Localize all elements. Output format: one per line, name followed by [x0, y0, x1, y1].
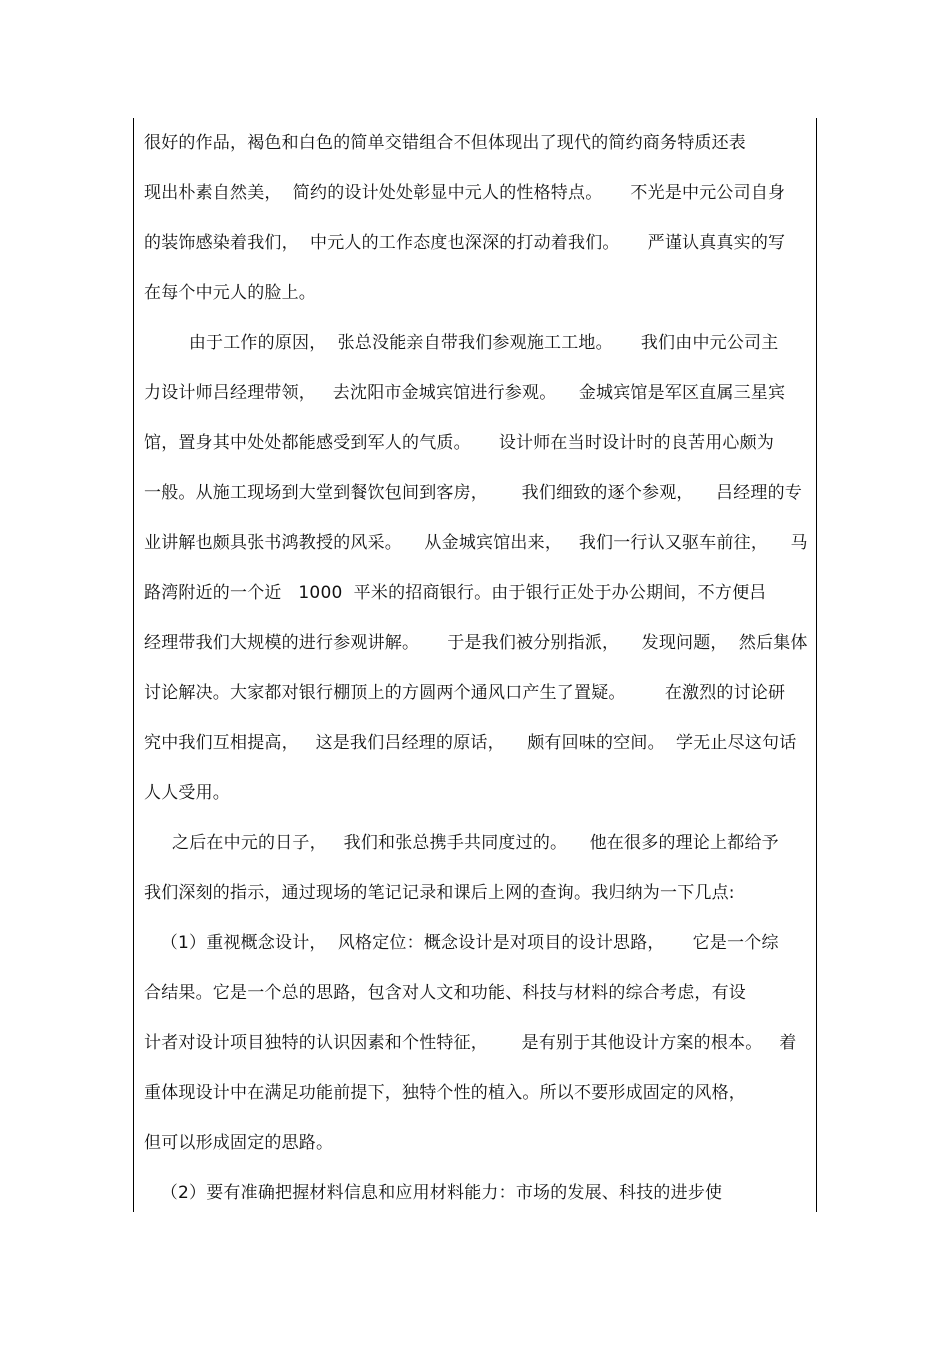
- text-line: 经理带我们大规模的进行参观讲解。 于是我们被分别指派， 发现问题， 然后集体: [144, 633, 808, 653]
- text-line: 很好的作品，褐色和白色的简单交错组合不但体现出了现代的简约商务特质还表: [144, 133, 746, 153]
- text-line: 路湾附近的一个近 1000 平米的招商银行。由于银行正处于办公期间，不方便吕: [144, 583, 767, 603]
- text-line: 由于工作的原因， 张总没能亲自带我们参观施工工地。 我们由中元公司主: [144, 333, 779, 353]
- text-line: 在每个中元人的脸上。: [144, 283, 316, 303]
- text-line: 讨论解决。大家都对银行棚顶上的方圆两个通风口产生了置疑。 在激烈的讨论研: [144, 683, 786, 703]
- text-line: 的装饰感染着我们， 中元人的工作态度也深深的打动着我们。 严谨认真真实的写: [144, 233, 786, 253]
- text-line: 业讲解也颇具张书鸿教授的风采。 从金城宾馆出来， 我们一行认又驱车前往， 马: [144, 533, 808, 553]
- text-line: 究中我们互相提高， 这是我们吕经理的原话， 颇有回味的空间。 学无止尽这句话: [144, 733, 797, 753]
- text-line: 之后在中元的日子， 我们和张总携手共同度过的。 他在很多的理论上都给予: [144, 833, 779, 853]
- text-line: （2）要有准确把握材料信息和应用材料能力：市场的发展、科技的进步使: [144, 1183, 723, 1203]
- table-border-right: [816, 118, 817, 1212]
- text-line: 现出朴素自然美， 简约的设计处处彰显中元人的性格特点。 不光是中元公司自身: [144, 183, 786, 203]
- text-line: 人人受用。: [144, 783, 230, 803]
- text-line: 一般。从施工现场到大堂到餐饮包间到客房， 我们细致的逐个参观， 吕经理的专: [144, 483, 803, 503]
- text-line: 重体现设计中在满足功能前提下，独特个性的植入。所以不要形成固定的风格，: [144, 1083, 746, 1103]
- table-border-left: [133, 118, 134, 1212]
- text-line: 计者对设计项目独特的认识因素和个性特征， 是有别于其他设计方案的根本。 着: [144, 1033, 797, 1053]
- text-line: 馆，置身其中处处都能感受到军人的气质。 设计师在当时设计时的良苦用心颇为: [144, 433, 775, 453]
- text-line: 但可以形成固定的思路。: [144, 1133, 334, 1153]
- text-line: 我们深刻的指示，通过现场的笔记记录和课后上网的查询。我归纳为一下几点:: [144, 883, 735, 903]
- text-line: 力设计师吕经理带领， 去沈阳市金城宾馆进行参观。 金城宾馆是军区直属三星宾: [144, 383, 786, 403]
- text-line: 合结果。它是一个总的思路，包含对人文和功能、科技与材料的综合考虑，有设: [144, 983, 746, 1003]
- text-line: （1）重视概念设计， 风格定位：概念设计是对项目的设计思路， 它是一个综: [144, 933, 779, 953]
